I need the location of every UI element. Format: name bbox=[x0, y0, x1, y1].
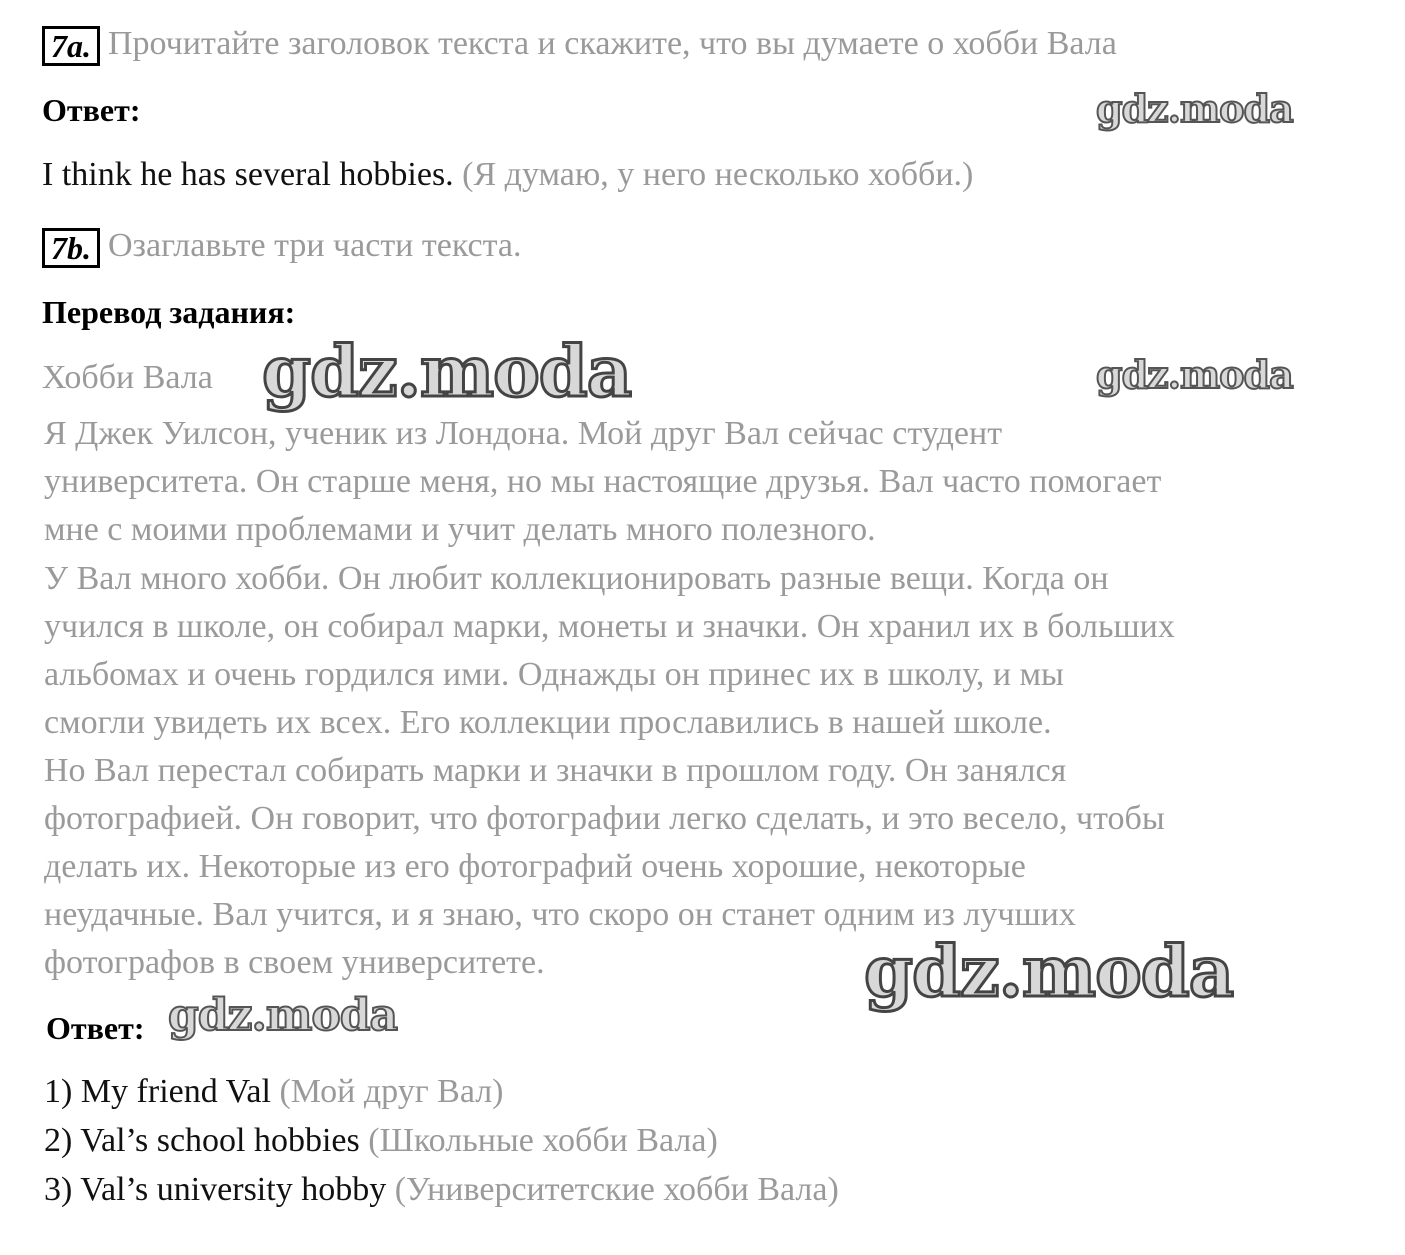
translation-line: неудачные. Вал учится, и я знаю, что скоро он станет одним из лучших bbox=[44, 896, 1076, 933]
watermark: gdz.moda bbox=[1096, 352, 1293, 397]
answer-item-russian: (Университетские хобби Вала) bbox=[394, 1171, 839, 1208]
answer-7a-label: Ответ: bbox=[42, 92, 141, 128]
translation-line: мне с моими проблемами и учит делать много полезного. bbox=[44, 511, 876, 548]
translation-line: делать их. Некоторые из его фотографий очень хорошие, некоторые bbox=[44, 848, 1026, 885]
task-7a-instruction: Прочитайте заголовок текста и скажите, что вы думаете о хобби Вала bbox=[108, 25, 1117, 62]
translation-line: альбомах и очень гордился ими. Однажды он принес их в школу, и мы bbox=[44, 656, 1064, 693]
answer-7b-item bbox=[44, 1121, 718, 1161]
task-7a-row bbox=[42, 24, 1117, 66]
task-7b-number: 7b. bbox=[42, 228, 100, 268]
watermark: gdz.moda bbox=[262, 330, 632, 413]
answer-item-english: Val’s university hobby bbox=[80, 1171, 387, 1208]
answer-item-english: My friend Val bbox=[80, 1073, 271, 1110]
answer-item-russian: (Мой друг Вал) bbox=[279, 1073, 504, 1110]
answer-7a-russian: (Я думаю, у него несколько хобби.) bbox=[462, 156, 974, 193]
translation-line: учился в школе, он собирал марки, монеты и значки. Он хранил их в больших bbox=[44, 608, 1175, 645]
answer-item-english: Val’s school hobbies bbox=[80, 1122, 360, 1159]
translation-line: смогли увидеть их всех. Его коллекции прославились в нашей школе. bbox=[44, 704, 1052, 741]
translation-line: Я Джек Уилсон, ученик из Лондона. Мой друг Вал сейчас студент bbox=[44, 415, 1003, 452]
task-7b-instruction: Озаглавьте три части текста. bbox=[108, 227, 522, 264]
watermark: gdz.moda bbox=[864, 930, 1234, 1013]
answer-7b-item bbox=[44, 1072, 504, 1112]
answer-item-number: 2) bbox=[44, 1122, 73, 1159]
watermark: gdz.moda bbox=[168, 990, 398, 1041]
translation-title: Хобби Вала bbox=[42, 359, 213, 396]
watermark: gdz.moda bbox=[1096, 86, 1293, 131]
answer-7b-item bbox=[44, 1170, 839, 1210]
answer-7b-label: Ответ: bbox=[46, 1010, 145, 1046]
task-7b-row bbox=[42, 226, 521, 268]
translation-line: фотографов в своем университете. bbox=[44, 944, 545, 981]
translation-line: У Вал много хобби. Он любит коллекционировать разные вещи. Когда он bbox=[44, 560, 1109, 597]
answer-item-number: 1) bbox=[44, 1073, 73, 1110]
answer-item-russian: (Школьные хобби Вала) bbox=[368, 1122, 718, 1159]
translation-line: фотографией. Он говорит, что фотографии легко сделать, и это весело, чтобы bbox=[44, 800, 1165, 837]
answer-item-number: 3) bbox=[44, 1171, 73, 1208]
answer-7a-text bbox=[42, 155, 973, 195]
task-7a-number: 7a. bbox=[42, 26, 100, 66]
translation-line: Но Вал перестал собирать марки и значки в прошлом году. Он занялся bbox=[44, 752, 1067, 789]
translation-line: университета. Он старше меня, но мы настоящие друзья. Вал часто помогает bbox=[44, 463, 1162, 500]
answer-7a-english: I think he has several hobbies. bbox=[42, 156, 454, 193]
translation-label: Перевод задания: bbox=[42, 294, 296, 330]
